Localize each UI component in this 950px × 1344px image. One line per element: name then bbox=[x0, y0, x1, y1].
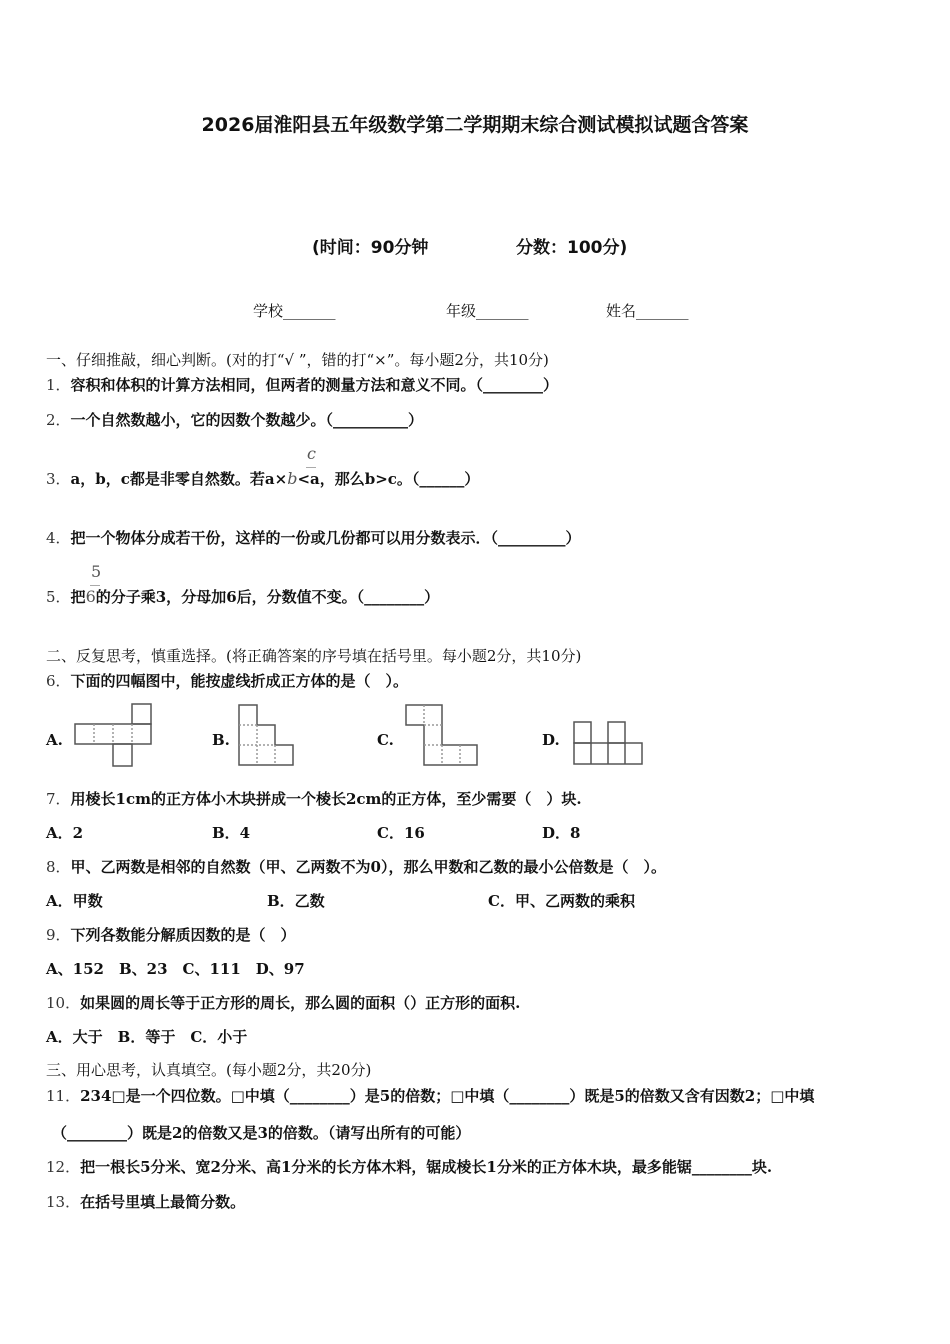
question-text: 把 bbox=[70, 588, 86, 606]
question-3 bbox=[46, 469, 479, 489]
question-number: 7． bbox=[46, 790, 71, 808]
question-number: 2． bbox=[46, 411, 71, 429]
question-9-options: A、152 B、23 C、111 D、97 bbox=[46, 960, 305, 978]
question-5 bbox=[46, 587, 439, 607]
fraction-numerator: 5 bbox=[91, 562, 102, 581]
question-2 bbox=[46, 410, 423, 430]
fraction-denominator: b bbox=[287, 469, 298, 488]
option-a: A．2 bbox=[46, 824, 84, 842]
question-number: 4． bbox=[46, 529, 71, 547]
question-text: 一个自然数越小，它的因数个数越少。（__________） bbox=[70, 411, 424, 429]
question-10-options: A．大于 B．等于 C．小于 bbox=[46, 1028, 248, 1046]
option-c: C．16 bbox=[377, 824, 425, 842]
question-number: 13． bbox=[46, 1193, 81, 1211]
option-b: B. bbox=[212, 731, 230, 749]
question-text: <a，那么b>c。（______） bbox=[297, 470, 480, 488]
question-11-continued: （________）既是2的倍数又是3的倍数。（请写出所有的可能） bbox=[52, 1124, 471, 1142]
cube-net-d bbox=[573, 721, 644, 767]
question-text: 把一根长5分米、宽2分米、高1分米的长方体木料，锯成棱长1分米的正方体木块，最多能锯________块. bbox=[80, 1158, 773, 1176]
option-c: C．甲、乙两数的乘积 bbox=[488, 892, 635, 910]
section-3-heading: 三、用心思考，认真填空。(每小题2分，共20分) bbox=[46, 1061, 372, 1079]
section-2-heading: 二、反复思考，慎重选择。(将正确答案的序号填在括号里。每小题2分，共10分) bbox=[46, 647, 582, 665]
cube-net-c bbox=[405, 704, 480, 768]
question-13 bbox=[46, 1192, 245, 1212]
question-number: 10． bbox=[46, 994, 81, 1012]
question-number: 1． bbox=[46, 376, 71, 394]
option-d: D．8 bbox=[542, 824, 581, 842]
question-6 bbox=[46, 671, 408, 691]
option-c: C. bbox=[377, 731, 394, 749]
fraction-denominator: 6 bbox=[85, 587, 96, 606]
question-text: 如果圆的周长等于正方形的周长，那么圆的面积（）正方形的面积. bbox=[80, 994, 521, 1012]
question-text: 下面的四幅图中，能按虚线折成正方体的是（ ）。 bbox=[70, 672, 409, 690]
question-number: 6． bbox=[46, 672, 71, 690]
question-1 bbox=[46, 375, 558, 395]
page-title: 2026届淮阳县五年级数学第二学期期末综合测试模拟试题含答案 bbox=[201, 114, 749, 136]
question-text: 甲、乙两数是相邻的自然数（甲、乙两数不为0），那么甲数和乙数的最小公倍数是（ ）。 bbox=[70, 858, 666, 876]
question-text: 用棱长1cm的正方体小木块拼成一个棱长2cm的正方体，至少需要（ ）块. bbox=[70, 790, 582, 808]
section-1-heading: 一、仔细推敲，细心判断。(对的打“√ ”，错的打“×”。每小题2分，共10分) bbox=[46, 351, 549, 369]
question-text: 容积和体积的计算方法相同，但两者的测量方法和意义不同。（________） bbox=[70, 376, 559, 394]
option-d: D. bbox=[542, 731, 560, 749]
exam-score: 分数：100分) bbox=[516, 238, 628, 258]
name-field: 姓名_______ bbox=[606, 302, 689, 320]
fraction-numerator: c bbox=[307, 444, 316, 463]
question-text: 的分子乘3，分母加6后，分数值不变。（________） bbox=[95, 588, 440, 606]
question-text: 234□是一个四位数。□中填（________）是5的倍数；□中填（________）既是5的倍数又含有因数2；□中填 bbox=[80, 1087, 815, 1105]
question-number: 5． bbox=[46, 588, 71, 606]
question-number: 9． bbox=[46, 926, 71, 944]
question-number: 3． bbox=[46, 470, 71, 488]
option-b: B．4 bbox=[212, 824, 251, 842]
cube-net-b bbox=[238, 704, 296, 768]
question-text: a，b，c都是非零自然数。若a× bbox=[70, 470, 288, 488]
question-9 bbox=[46, 925, 296, 945]
question-12 bbox=[46, 1157, 772, 1177]
option-a: A. bbox=[46, 731, 63, 749]
fraction-bar bbox=[306, 467, 316, 468]
question-text: 把一个物体分成若干份，这样的一份或几份都可以用分数表示．（_________） bbox=[70, 529, 581, 547]
question-text: 下列各数能分解质因数的是（ ） bbox=[70, 926, 296, 944]
grade-field: 年级_______ bbox=[446, 302, 529, 320]
option-a: A．甲数 bbox=[46, 892, 103, 910]
question-number: 11． bbox=[46, 1087, 81, 1105]
exam-time: (时间：90分钟 bbox=[312, 238, 429, 258]
cube-net-a bbox=[74, 703, 156, 769]
school-field: 学校_______ bbox=[253, 302, 336, 320]
question-number: 8． bbox=[46, 858, 71, 876]
question-number: 12． bbox=[46, 1158, 81, 1176]
question-7 bbox=[46, 789, 582, 809]
question-4 bbox=[46, 528, 581, 548]
question-8 bbox=[46, 857, 666, 877]
option-b: B．乙数 bbox=[267, 892, 325, 910]
question-text: 在括号里填上最简分数。 bbox=[80, 1193, 246, 1211]
question-11 bbox=[46, 1086, 814, 1106]
question-10 bbox=[46, 993, 520, 1013]
fraction-bar bbox=[90, 585, 100, 586]
